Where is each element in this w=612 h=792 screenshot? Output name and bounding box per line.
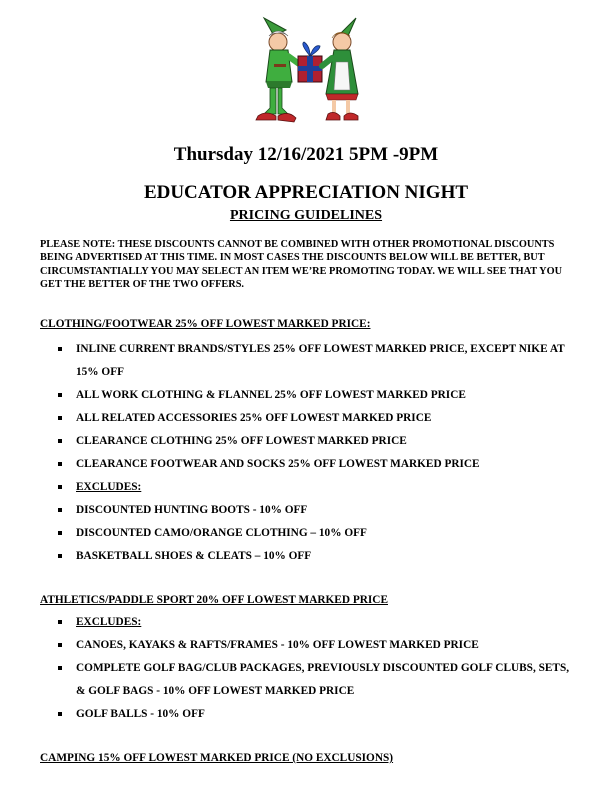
bullet-icon [58, 439, 62, 443]
left-elf-figure [256, 18, 302, 122]
bullet-icon [58, 508, 62, 512]
bullet-icon [58, 531, 62, 535]
list-item-excludes: EXCLUDES: [58, 611, 578, 634]
list-item: CLEARANCE FOOTWEAR AND SOCKS 25% OFF LOWEST MARKED PRICE [58, 453, 578, 476]
list-item: CLEARANCE CLOTHING 25% OFF LOWEST MARKED PRICE [58, 430, 578, 453]
list-item: DISCOUNTED CAMO/ORANGE CLOTHING – 10% OFF [58, 522, 578, 545]
discount-note: PLEASE NOTE: THESE DISCOUNTS CANNOT BE COMBINED WITH OTHER PROMOTIONAL DISCOUNTS BEING ADVERTISED AT THIS TIME. IN MOST CASES THE DISCOUNTS BELOW WILL BE BETTER, BUT CIRCUMSTANTIALLY YOU MAY SELECT AN ITEM WE’RE PROMOTING TODAY. WE WILL SEE THAT YOU GET THE BETTER OF THE TWO OFFERS. [40, 239, 563, 290]
bullet-icon [58, 416, 62, 420]
section-heading-camping: CAMPING 15% OFF LOWEST MARKED PRICE (NO EXCLUSIONS) [40, 752, 394, 764]
list-item: INLINE CURRENT BRANDS/STYLES 25% OFF LOWEST MARKED PRICE, EXCEPT NIKE AT 15% OFF [58, 338, 578, 384]
bullet-icon [58, 712, 62, 716]
page-subtitle: PRICING GUIDELINES [229, 208, 383, 223]
clothing-footwear-list [58, 338, 578, 568]
list-item: ALL WORK CLOTHING & FLANNEL 25% OFF LOWEST MARKED PRICE [58, 384, 578, 407]
list-item: BASKETBALL SHOES & CLEATS – 10% OFF [58, 545, 578, 568]
list-item: GOLF BALLS - 10% OFF [58, 703, 578, 726]
elves-gift-illustration [244, 16, 372, 128]
bullet-icon [58, 462, 62, 466]
bullet-icon [58, 347, 62, 351]
list-item: COMPLETE GOLF BAG/CLUB PACKAGES, PREVIOUSLY DISCOUNTED GOLF CLUBS, SETS, & GOLF BAGS - 10% OFF LOWEST MARKED PRICE [58, 657, 578, 703]
list-item: DISCOUNTED HUNTING BOOTS - 10% OFF [58, 499, 578, 522]
athletics-paddle-list [58, 611, 578, 726]
bullet-icon [58, 666, 62, 670]
section-heading-athletics-paddle: ATHLETICS/PADDLE SPORT 20% OFF LOWEST MARKED PRICE [40, 594, 388, 606]
right-elf-figure [322, 18, 358, 120]
bullet-icon [58, 393, 62, 397]
list-item: CANOES, KAYAKS & RAFTS/FRAMES - 10% OFF LOWEST MARKED PRICE [58, 634, 578, 657]
list-item: ALL RELATED ACCESSORIES 25% OFF LOWEST MARKED PRICE [58, 407, 578, 430]
bullet-icon [58, 554, 62, 558]
bullet-icon [58, 485, 62, 489]
bullet-icon [58, 620, 62, 624]
list-item-excludes: EXCLUDES: [58, 476, 578, 499]
section-heading-clothing-footwear: CLOTHING/FOOTWEAR 25% OFF LOWEST MARKED PRICE: [40, 318, 371, 330]
page-title: EDUCATOR APPRECIATION NIGHT [143, 182, 469, 203]
event-date: Thursday 12/16/2021 5PM -9PM [173, 144, 439, 165]
gift-box [298, 42, 322, 82]
bullet-icon [58, 643, 62, 647]
